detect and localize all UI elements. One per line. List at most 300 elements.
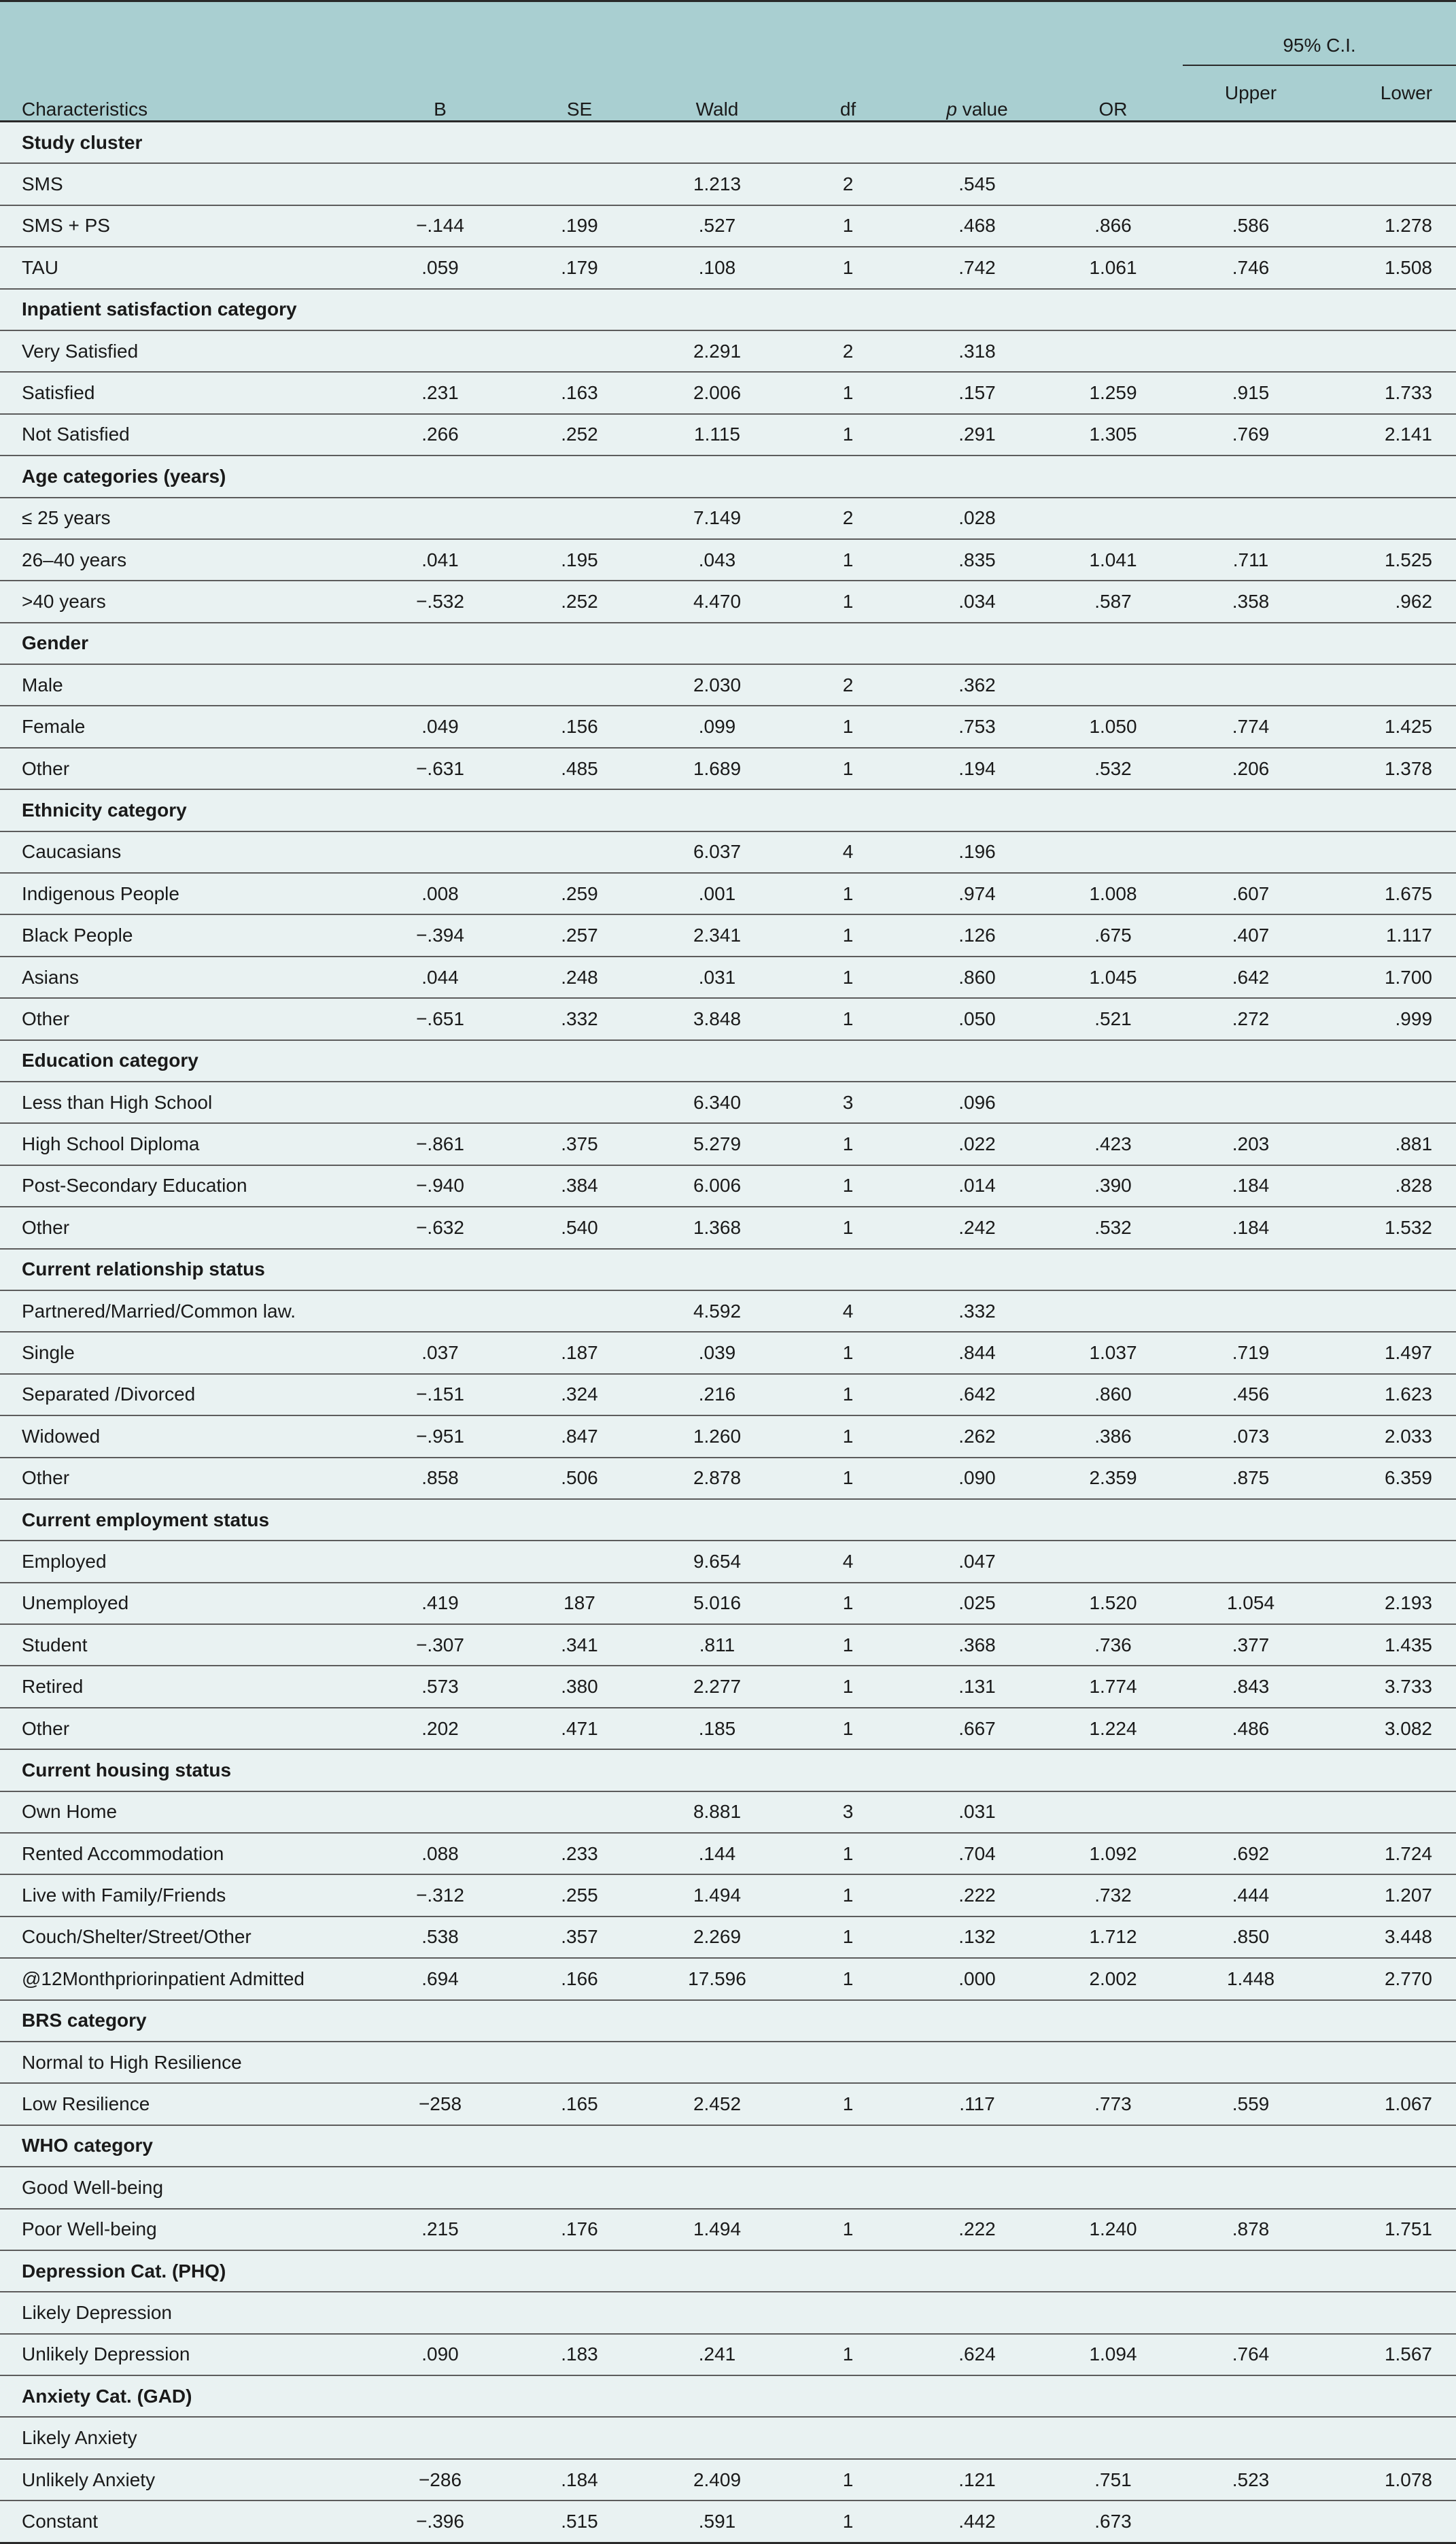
cell-b: .419 [370, 1583, 510, 1624]
cell-lower [1319, 330, 1456, 372]
table-row [0, 2334, 1456, 2375]
header-upper: Upper [1183, 65, 1319, 122]
cell-p: .031 [911, 1791, 1043, 1833]
table-row [0, 2500, 1456, 2543]
cell-p: .860 [911, 957, 1043, 998]
table-row [0, 2417, 1456, 2458]
cell-upper [1183, 831, 1319, 873]
cell-lower [1319, 1290, 1456, 1332]
cell-b: −.940 [370, 1165, 510, 1207]
cell-p: .291 [911, 414, 1043, 455]
cell-wald: 2.291 [649, 330, 785, 372]
cell-se: .380 [510, 1666, 649, 1707]
row-label: Live with Family/Friends [0, 1874, 370, 1916]
row-label: Couch/Shelter/Street/Other [0, 1916, 370, 1958]
row-label: Female [0, 706, 370, 747]
section-header-row [0, 1040, 1456, 1082]
cell-lower: 1.207 [1319, 1874, 1456, 1916]
cell-or [1043, 498, 1183, 539]
cell-lower: 2.193 [1319, 1583, 1456, 1624]
cell-p: .090 [911, 1458, 1043, 1499]
cell-df: 1 [785, 706, 911, 747]
cell-b [370, 2042, 510, 2083]
section-header-row [0, 623, 1456, 664]
section-title: BRS category [0, 2000, 1456, 2042]
cell-b: .049 [370, 706, 510, 747]
cell-b [370, 163, 510, 205]
row-label: Unlikely Depression [0, 2334, 370, 2375]
cell-lower: 1.508 [1319, 247, 1456, 288]
cell-lower: 1.378 [1319, 748, 1456, 789]
cell-p: .196 [911, 831, 1043, 873]
table-body [0, 122, 1456, 2543]
header-characteristics: Characteristics [0, 1, 370, 122]
cell-lower: 1.425 [1319, 706, 1456, 747]
row-label: High School Diploma [0, 1123, 370, 1165]
cell-wald: .216 [649, 1374, 785, 1415]
cell-p: .742 [911, 247, 1043, 288]
cell-se: .257 [510, 914, 649, 956]
cell-wald: .185 [649, 1708, 785, 1749]
cell-or: .386 [1043, 1415, 1183, 1457]
cell-wald: 6.037 [649, 831, 785, 873]
cell-se: .156 [510, 706, 649, 747]
header-or: OR [1043, 1, 1183, 122]
cell-lower: 1.525 [1319, 539, 1456, 581]
cell-wald: 9.654 [649, 1541, 785, 1582]
cell-lower: 1.675 [1319, 873, 1456, 914]
cell-se [510, 2292, 649, 2333]
section-header-row [0, 1749, 1456, 1791]
cell-lower: 1.567 [1319, 2334, 1456, 2375]
cell-lower [1319, 2167, 1456, 2208]
table-row [0, 1833, 1456, 1874]
cell-b: .008 [370, 873, 510, 914]
cell-df: 4 [785, 831, 911, 873]
cell-upper [1183, 664, 1319, 706]
table-row [0, 330, 1456, 372]
row-label: Rented Accommodation [0, 1833, 370, 1874]
cell-lower [1319, 2042, 1456, 2083]
section-header-row [0, 2250, 1456, 2292]
row-label: >40 years [0, 581, 370, 622]
cell-se: .384 [510, 1165, 649, 1207]
cell-or [1043, 1541, 1183, 1582]
row-label: Partnered/Married/Common law. [0, 1290, 370, 1332]
cell-df: 1 [785, 539, 911, 581]
cell-or: 1.094 [1043, 2334, 1183, 2375]
row-label: Other [0, 1708, 370, 1749]
cell-se: .166 [510, 1958, 649, 1999]
cell-lower [1319, 2292, 1456, 2333]
cell-lower: .881 [1319, 1123, 1456, 1165]
table-row [0, 1207, 1456, 1248]
cell-b [370, 1290, 510, 1332]
cell-wald: 2.030 [649, 664, 785, 706]
cell-lower: 1.497 [1319, 1332, 1456, 1373]
cell-se: 187 [510, 1583, 649, 1624]
cell-upper: .642 [1183, 957, 1319, 998]
header-b: B [370, 1, 510, 122]
cell-or [1043, 831, 1183, 873]
cell-df: 1 [785, 1958, 911, 1999]
cell-lower [1319, 831, 1456, 873]
cell-or: 1.037 [1043, 1332, 1183, 1373]
cell-upper: .719 [1183, 1332, 1319, 1373]
cell-or: 1.712 [1043, 1916, 1183, 1958]
cell-p: .362 [911, 664, 1043, 706]
cell-upper: .774 [1183, 706, 1319, 747]
cell-se: .506 [510, 1458, 649, 1499]
cell-wald: .241 [649, 2334, 785, 2375]
cell-b: −.532 [370, 581, 510, 622]
cell-se [510, 2167, 649, 2208]
cell-b: −.307 [370, 1624, 510, 1666]
cell-upper: .272 [1183, 998, 1319, 1039]
cell-upper [1183, 1290, 1319, 1332]
cell-b: −258 [370, 2083, 510, 2125]
row-label: Poor Well-being [0, 2209, 370, 2250]
table-row [0, 414, 1456, 455]
cell-b: −286 [370, 2459, 510, 2500]
cell-wald: .043 [649, 539, 785, 581]
row-label: Satisfied [0, 372, 370, 413]
cell-se: .233 [510, 1833, 649, 1874]
cell-b: .858 [370, 1458, 510, 1499]
cell-se: .341 [510, 1624, 649, 1666]
cell-p: .117 [911, 2083, 1043, 2125]
cell-or: .673 [1043, 2500, 1183, 2543]
table-row [0, 2209, 1456, 2250]
table-row [0, 247, 1456, 288]
table-row [0, 2292, 1456, 2333]
cell-se: .252 [510, 414, 649, 455]
cell-p: .028 [911, 498, 1043, 539]
section-title: Depression Cat. (PHQ) [0, 2250, 1456, 2292]
cell-wald: 17.596 [649, 1958, 785, 1999]
cell-upper: .769 [1183, 414, 1319, 455]
cell-wald: .144 [649, 1833, 785, 1874]
cell-p: .050 [911, 998, 1043, 1039]
cell-b: .266 [370, 414, 510, 455]
cell-lower: 3.082 [1319, 1708, 1456, 1749]
row-label: Likely Anxiety [0, 2417, 370, 2458]
cell-se [510, 498, 649, 539]
cell-se: .471 [510, 1708, 649, 1749]
cell-df: 1 [785, 372, 911, 413]
cell-b: −.632 [370, 1207, 510, 1248]
cell-p: .157 [911, 372, 1043, 413]
cell-or: 1.061 [1043, 247, 1183, 288]
section-title: Study cluster [0, 122, 1456, 164]
cell-se: .485 [510, 748, 649, 789]
cell-se: .179 [510, 247, 649, 288]
cell-se [510, 664, 649, 706]
section-title: Current relationship status [0, 1249, 1456, 1290]
row-label: Normal to High Resilience [0, 2042, 370, 2083]
cell-se: .163 [510, 372, 649, 413]
cell-df: 1 [785, 581, 911, 622]
cell-se [510, 831, 649, 873]
cell-wald: .031 [649, 957, 785, 998]
table-row [0, 2042, 1456, 2083]
cell-upper: .377 [1183, 1624, 1319, 1666]
cell-upper: .206 [1183, 748, 1319, 789]
cell-b: .202 [370, 1708, 510, 1749]
cell-df: 2 [785, 163, 911, 205]
section-header-row [0, 2000, 1456, 2042]
cell-wald [649, 2292, 785, 2333]
table-row [0, 1624, 1456, 1666]
cell-lower: 1.751 [1319, 2209, 1456, 2250]
header-p-value [911, 1, 1043, 122]
cell-lower: 1.078 [1319, 2459, 1456, 2500]
cell-wald: 5.016 [649, 1583, 785, 1624]
cell-p: .332 [911, 1290, 1043, 1332]
table-row [0, 498, 1456, 539]
cell-se [510, 330, 649, 372]
table-header [0, 1, 1456, 122]
table-row [0, 748, 1456, 789]
cell-b: −.651 [370, 998, 510, 1039]
row-label: Other [0, 748, 370, 789]
table-row [0, 1541, 1456, 1582]
cell-wald: 6.006 [649, 1165, 785, 1207]
cell-b: .538 [370, 1916, 510, 1958]
cell-or: 1.050 [1043, 706, 1183, 747]
cell-upper [1183, 2042, 1319, 2083]
row-label: SMS [0, 163, 370, 205]
table-row [0, 539, 1456, 581]
cell-upper: .878 [1183, 2209, 1319, 2250]
table-row [0, 1458, 1456, 1499]
cell-lower: 1.067 [1319, 2083, 1456, 2125]
cell-upper: .711 [1183, 539, 1319, 581]
cell-p: .000 [911, 1958, 1043, 1999]
cell-lower: 2.141 [1319, 414, 1456, 455]
cell-upper: .850 [1183, 1916, 1319, 1958]
cell-p: .368 [911, 1624, 1043, 1666]
cell-p [911, 2167, 1043, 2208]
cell-or: 1.008 [1043, 873, 1183, 914]
cell-upper: .559 [1183, 2083, 1319, 2125]
table-row [0, 372, 1456, 413]
cell-df: 1 [785, 1123, 911, 1165]
cell-wald: 2.409 [649, 2459, 785, 2500]
cell-or: .736 [1043, 1624, 1183, 1666]
cell-df: 2 [785, 498, 911, 539]
cell-wald: 2.452 [649, 2083, 785, 2125]
cell-wald: 1.494 [649, 2209, 785, 2250]
cell-b [370, 498, 510, 539]
section-header-row [0, 289, 1456, 330]
cell-upper: .843 [1183, 1666, 1319, 1707]
cell-b [370, 664, 510, 706]
cell-se: .332 [510, 998, 649, 1039]
cell-p: .121 [911, 2459, 1043, 2500]
cell-lower [1319, 1791, 1456, 1833]
cell-df: 4 [785, 1290, 911, 1332]
cell-se [510, 2417, 649, 2458]
cell-p: .624 [911, 2334, 1043, 2375]
cell-b: .694 [370, 1958, 510, 1999]
cell-or: 1.520 [1043, 1583, 1183, 1624]
cell-or: 1.305 [1043, 414, 1183, 455]
row-label: Other [0, 1458, 370, 1499]
row-label: Separated /Divorced [0, 1374, 370, 1415]
cell-p: .753 [911, 706, 1043, 747]
section-title: Age categories (years) [0, 455, 1456, 497]
row-label: Unemployed [0, 1583, 370, 1624]
row-label: SMS + PS [0, 205, 370, 247]
cell-or: .751 [1043, 2459, 1183, 2500]
cell-or [1043, 330, 1183, 372]
cell-se: .259 [510, 873, 649, 914]
cell-se: .252 [510, 581, 649, 622]
cell-b: .215 [370, 2209, 510, 2250]
cell-df: 1 [785, 2334, 911, 2375]
cell-upper: .523 [1183, 2459, 1319, 2500]
section-header-row [0, 1499, 1456, 1541]
cell-wald: .099 [649, 706, 785, 747]
cell-b [370, 1791, 510, 1833]
cell-wald: 7.149 [649, 498, 785, 539]
table-row [0, 2167, 1456, 2208]
cell-b [370, 2292, 510, 2333]
row-label: Constant [0, 2500, 370, 2543]
cell-b: .059 [370, 247, 510, 288]
cell-wald: 1.213 [649, 163, 785, 205]
cell-or [1043, 1791, 1183, 1833]
cell-lower: 6.359 [1319, 1458, 1456, 1499]
cell-wald [649, 2167, 785, 2208]
cell-b [370, 2417, 510, 2458]
cell-lower: 1.117 [1319, 914, 1456, 956]
cell-lower [1319, 664, 1456, 706]
cell-wald: .527 [649, 205, 785, 247]
cell-lower: 1.278 [1319, 205, 1456, 247]
cell-p: .194 [911, 748, 1043, 789]
cell-upper: 1.054 [1183, 1583, 1319, 1624]
cell-lower: 1.435 [1319, 1624, 1456, 1666]
cell-wald: 1.689 [649, 748, 785, 789]
cell-upper: .586 [1183, 205, 1319, 247]
cell-p: .222 [911, 1874, 1043, 1916]
cell-wald: 1.260 [649, 1415, 785, 1457]
table-row [0, 1791, 1456, 1833]
cell-lower: .962 [1319, 581, 1456, 622]
cell-wald: 8.881 [649, 1791, 785, 1833]
cell-upper: .456 [1183, 1374, 1319, 1415]
cell-se: .176 [510, 2209, 649, 2250]
cell-b [370, 831, 510, 873]
cell-or: 1.224 [1043, 1708, 1183, 1749]
cell-or: .521 [1043, 998, 1183, 1039]
row-label: Employed [0, 1541, 370, 1582]
table-row [0, 873, 1456, 914]
cell-df: 1 [785, 2209, 911, 2250]
cell-upper: .444 [1183, 1874, 1319, 1916]
table-row [0, 1583, 1456, 1624]
header-p-rest: value [956, 99, 1008, 120]
cell-b: −.394 [370, 914, 510, 956]
cell-upper: .764 [1183, 2334, 1319, 2375]
cell-wald: 4.592 [649, 1290, 785, 1332]
cell-wald: .001 [649, 873, 785, 914]
cell-or [1043, 163, 1183, 205]
cell-or [1043, 664, 1183, 706]
cell-upper [1183, 2292, 1319, 2333]
cell-df: 1 [785, 873, 911, 914]
table-row [0, 914, 1456, 956]
cell-df: 1 [785, 748, 911, 789]
table-row [0, 1332, 1456, 1373]
table-row [0, 2459, 1456, 2500]
section-title: Inpatient satisfaction category [0, 289, 1456, 330]
cell-p: .835 [911, 539, 1043, 581]
row-label: @12Monthpriorinpatient Admitted [0, 1958, 370, 1999]
cell-b: .088 [370, 1833, 510, 1874]
row-label: Low Resilience [0, 2083, 370, 2125]
cell-upper: .203 [1183, 1123, 1319, 1165]
row-label: Very Satisfied [0, 330, 370, 372]
cell-df [785, 2417, 911, 2458]
cell-upper [1183, 163, 1319, 205]
cell-df: 1 [785, 957, 911, 998]
cell-df: 1 [785, 414, 911, 455]
cell-df: 2 [785, 330, 911, 372]
cell-df: 4 [785, 1541, 911, 1582]
cell-or: 1.045 [1043, 957, 1183, 998]
header-ci: 95% C.I. [1183, 1, 1456, 66]
table-row [0, 1082, 1456, 1123]
cell-se: .184 [510, 2459, 649, 2500]
cell-or: 2.002 [1043, 1958, 1183, 1999]
cell-se: .357 [510, 1916, 649, 1958]
cell-upper [1183, 1791, 1319, 1833]
cell-wald: 2.269 [649, 1916, 785, 1958]
cell-df: 1 [785, 1458, 911, 1499]
cell-se: .165 [510, 2083, 649, 2125]
cell-or: .732 [1043, 1874, 1183, 1916]
section-header-row [0, 1249, 1456, 1290]
row-label: Not Satisfied [0, 414, 370, 455]
cell-upper: .073 [1183, 1415, 1319, 1457]
cell-df: 1 [785, 2500, 911, 2543]
row-label: Indigenous People [0, 873, 370, 914]
cell-b: −.144 [370, 205, 510, 247]
row-label: Single [0, 1332, 370, 1373]
cell-wald: 2.341 [649, 914, 785, 956]
cell-df: 1 [785, 1583, 911, 1624]
cell-p [911, 2417, 1043, 2458]
cell-or: 1.041 [1043, 539, 1183, 581]
cell-upper: .184 [1183, 1165, 1319, 1207]
cell-p: .642 [911, 1374, 1043, 1415]
cell-upper [1183, 2500, 1319, 2543]
cell-lower [1319, 1541, 1456, 1582]
header-se: SE [510, 1, 649, 122]
table-row [0, 1374, 1456, 1415]
cell-b: −.312 [370, 1874, 510, 1916]
cell-upper: .486 [1183, 1708, 1319, 1749]
cell-se [510, 1791, 649, 1833]
section-title: Current housing status [0, 1749, 1456, 1791]
cell-df: 1 [785, 1207, 911, 1248]
cell-upper [1183, 330, 1319, 372]
cell-p [911, 2042, 1043, 2083]
cell-upper [1183, 1082, 1319, 1123]
